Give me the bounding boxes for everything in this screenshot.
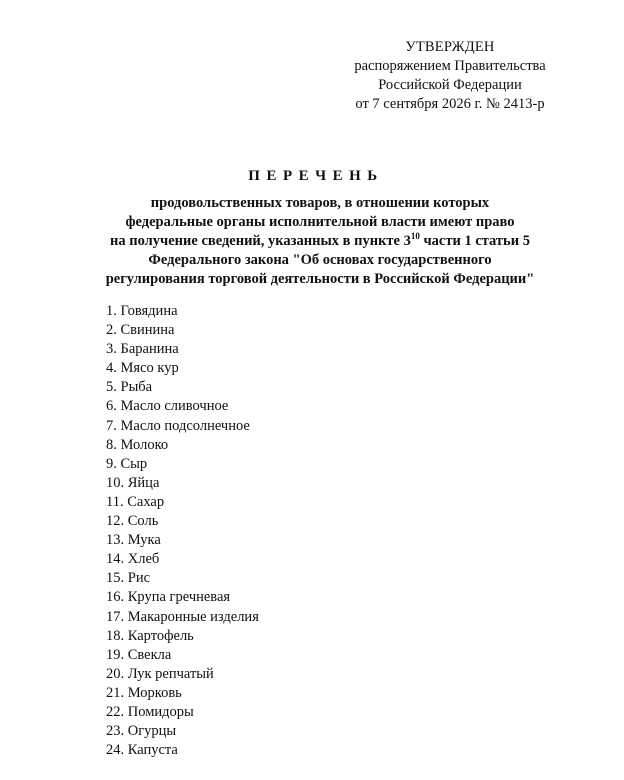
- subtitle-line-3: [60, 232, 580, 251]
- subtitle-line-5: регулирования торговой деятельности в Российской Федерации": [105, 271, 535, 287]
- list-item: 11. Сахар: [106, 493, 165, 510]
- subtitle-line-1: продовольственных товаров, в отношении которых: [150, 195, 490, 211]
- subtitle-line-4: Федерального закона "Об основах государственного: [148, 252, 492, 268]
- list-item: 2. Свинина: [106, 322, 175, 339]
- subtitle-line-2: федеральные органы исполнительной власти имеют право: [125, 214, 515, 230]
- list-item: 5. Рыба: [106, 379, 153, 396]
- list-item: 19. Свекла: [106, 646, 172, 663]
- list-item: 18. Картофель: [106, 627, 194, 644]
- approval-heading: УТВЕРЖДЕН: [405, 39, 495, 55]
- list-item: 1. Говядина: [106, 303, 178, 319]
- list-item: 24. Капуста: [106, 742, 178, 759]
- product-list: [106, 302, 259, 760]
- list-item: 7. Масло подсолнечное: [106, 417, 250, 434]
- list-item: 12. Соль: [106, 513, 159, 530]
- list-item: 20. Лук репчатый: [106, 665, 214, 682]
- document-subtitle: [60, 194, 580, 289]
- list-item: 23. Огурцы: [106, 723, 177, 740]
- list-item: 3. Баранина: [106, 341, 179, 358]
- document-title: ПЕРЕЧЕНЬ: [248, 168, 384, 184]
- list-item: 21. Морковь: [106, 684, 182, 701]
- list-item: 8. Молоко: [106, 436, 169, 453]
- subtitle-line-3-tail: части 1 статьи 5: [419, 233, 530, 249]
- list-item: 6. Масло сливочное: [106, 398, 229, 415]
- approval-line-2: Российской Федерации: [378, 77, 522, 93]
- list-item: 22. Помидоры: [106, 703, 194, 720]
- list-item: 17. Макаронные изделия: [106, 608, 259, 625]
- list-item: 16. Крупа гречневая: [106, 589, 231, 606]
- subtitle-superscript: 10: [410, 231, 420, 242]
- approval-line-1: распоряжением Правительства: [354, 58, 546, 74]
- list-item: 9. Сыр: [106, 455, 148, 472]
- list-item: 4. Мясо кур: [106, 360, 179, 377]
- approval-line-3: от 7 сентября 2026 г. № 2413-р: [355, 96, 545, 112]
- list-item: 15. Рис: [106, 570, 151, 587]
- list-item: 10. Яйца: [106, 474, 160, 491]
- subtitle-line-3-text: на получение сведений, указанных в пункте 3: [110, 233, 411, 249]
- approval-block: [300, 38, 600, 114]
- list-item: 13. Мука: [106, 532, 161, 549]
- list-item: 14. Хлеб: [106, 551, 160, 568]
